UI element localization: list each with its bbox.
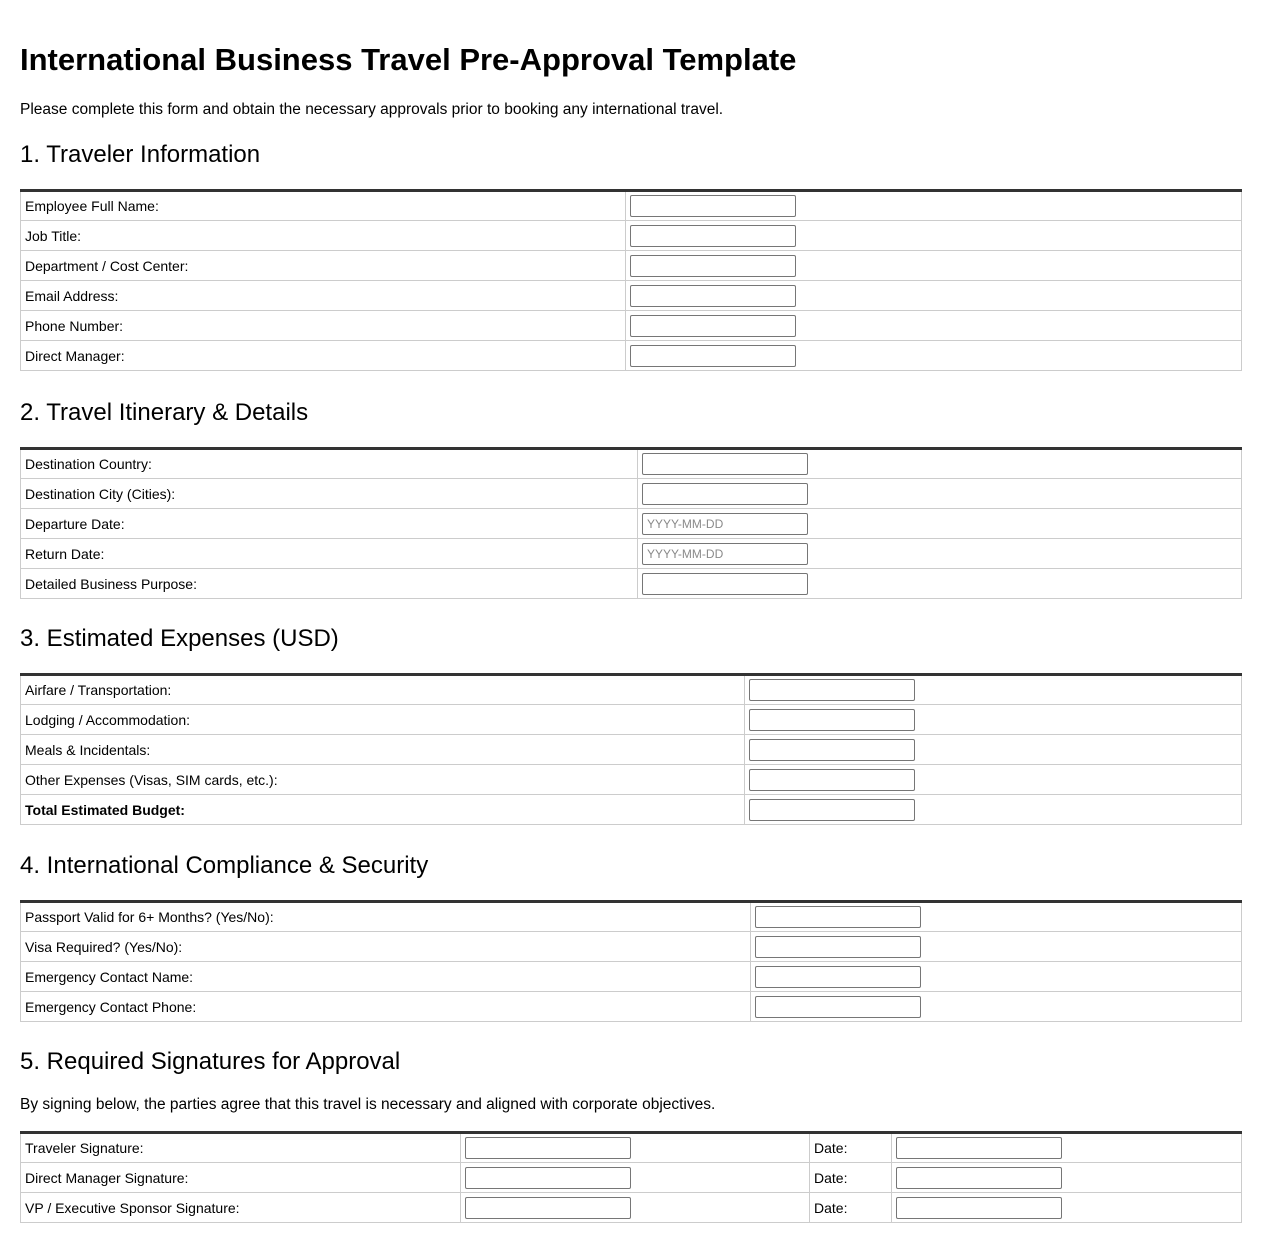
other-expenses-input[interactable]: [749, 769, 915, 791]
table-row: [21, 191, 1242, 221]
field-label: Email Address:: [21, 281, 626, 311]
field-label: Meals & Incidentals:: [21, 735, 745, 765]
date-label: Date:: [810, 1193, 892, 1223]
compliance-security-table: [20, 900, 1242, 1022]
field-label: Phone Number:: [21, 311, 626, 341]
phone-number-input[interactable]: [630, 315, 796, 337]
field-label: Traveler Signature:: [21, 1133, 461, 1163]
table-row: [21, 1193, 1242, 1223]
lodging-input[interactable]: [749, 709, 915, 731]
section-heading-compliance-security: 4. International Compliance & Security: [20, 852, 429, 879]
visa-required-input[interactable]: [755, 936, 921, 958]
destination-country-input[interactable]: [642, 453, 808, 475]
date-label: Date:: [810, 1133, 892, 1163]
signature-note: By signing below, the parties agree that this travel is necessary and aligned with corporate objectives.: [20, 1096, 716, 1113]
table-row: [21, 221, 1242, 251]
table-row: [21, 902, 1242, 932]
table-row: [21, 1163, 1242, 1193]
field-label: Visa Required? (Yes/No):: [21, 932, 751, 962]
field-label: Destination City (Cities):: [21, 479, 638, 509]
table-row: [21, 311, 1242, 341]
field-label: Destination Country:: [21, 449, 638, 479]
field-label: Emergency Contact Phone:: [21, 992, 751, 1022]
date-label: Date:: [810, 1163, 892, 1193]
field-label: Direct Manager Signature:: [21, 1163, 461, 1193]
page-title: International Business Travel Pre-Approval Template: [20, 42, 797, 77]
intro-text: Please complete this form and obtain the necessary approvals prior to booking any international travel.: [20, 101, 724, 118]
table-row: [21, 795, 1242, 825]
emergency-contact-phone-input[interactable]: [755, 996, 921, 1018]
table-row: [21, 341, 1242, 371]
return-date-input[interactable]: [642, 543, 808, 565]
section-heading-required-signatures: 5. Required Signatures for Approval: [20, 1048, 401, 1075]
signatures-table: [20, 1131, 1242, 1223]
table-row: [21, 962, 1242, 992]
field-label: Department / Cost Center:: [21, 251, 626, 281]
table-row: [21, 735, 1242, 765]
table-row: [21, 251, 1242, 281]
traveler-information-table: [20, 189, 1242, 371]
travel-itinerary-table: [20, 447, 1242, 599]
traveler-signature-input[interactable]: [465, 1137, 631, 1159]
field-label: Passport Valid for 6+ Months? (Yes/No):: [21, 902, 751, 932]
destination-city-input[interactable]: [642, 483, 808, 505]
estimated-expenses-table: [20, 673, 1242, 825]
employee-full-name-input[interactable]: [630, 195, 796, 217]
table-row: [21, 479, 1242, 509]
table-row: [21, 569, 1242, 599]
table-row: [21, 992, 1242, 1022]
emergency-contact-name-input[interactable]: [755, 966, 921, 988]
field-label: Total Estimated Budget:: [21, 795, 745, 825]
department-cost-center-input[interactable]: [630, 255, 796, 277]
section-heading-traveler-information: 1. Traveler Information: [20, 141, 261, 168]
airfare-input[interactable]: [749, 679, 915, 701]
meals-incidentals-input[interactable]: [749, 739, 915, 761]
direct-manager-input[interactable]: [630, 345, 796, 367]
section-heading-travel-itinerary: 2. Travel Itinerary & Details: [20, 399, 309, 426]
table-row: [21, 675, 1242, 705]
table-row: [21, 765, 1242, 795]
passport-valid-input[interactable]: [755, 906, 921, 928]
field-label: Detailed Business Purpose:: [21, 569, 638, 599]
table-row: [21, 932, 1242, 962]
table-row: [21, 509, 1242, 539]
field-label: VP / Executive Sponsor Signature:: [21, 1193, 461, 1223]
manager-signature-input[interactable]: [465, 1167, 631, 1189]
field-label: Emergency Contact Name:: [21, 962, 751, 992]
table-row: [21, 449, 1242, 479]
field-label: Other Expenses (Visas, SIM cards, etc.):: [21, 765, 745, 795]
table-row: [21, 1133, 1242, 1163]
vp-sponsor-date-input[interactable]: [896, 1197, 1062, 1219]
departure-date-input[interactable]: [642, 513, 808, 535]
field-label: Airfare / Transportation:: [21, 675, 745, 705]
table-row: [21, 281, 1242, 311]
job-title-input[interactable]: [630, 225, 796, 247]
table-row: [21, 539, 1242, 569]
field-label: Direct Manager:: [21, 341, 626, 371]
table-row: [21, 705, 1242, 735]
field-label: Job Title:: [21, 221, 626, 251]
email-address-input[interactable]: [630, 285, 796, 307]
total-estimated-budget-input[interactable]: [749, 799, 915, 821]
section-heading-estimated-expenses: 3. Estimated Expenses (USD): [20, 625, 339, 652]
business-purpose-input[interactable]: [642, 573, 808, 595]
field-label: Return Date:: [21, 539, 638, 569]
field-label: Employee Full Name:: [21, 191, 626, 221]
manager-date-input[interactable]: [896, 1167, 1062, 1189]
field-label: Lodging / Accommodation:: [21, 705, 745, 735]
field-label: Departure Date:: [21, 509, 638, 539]
vp-sponsor-signature-input[interactable]: [465, 1197, 631, 1219]
traveler-date-input[interactable]: [896, 1137, 1062, 1159]
